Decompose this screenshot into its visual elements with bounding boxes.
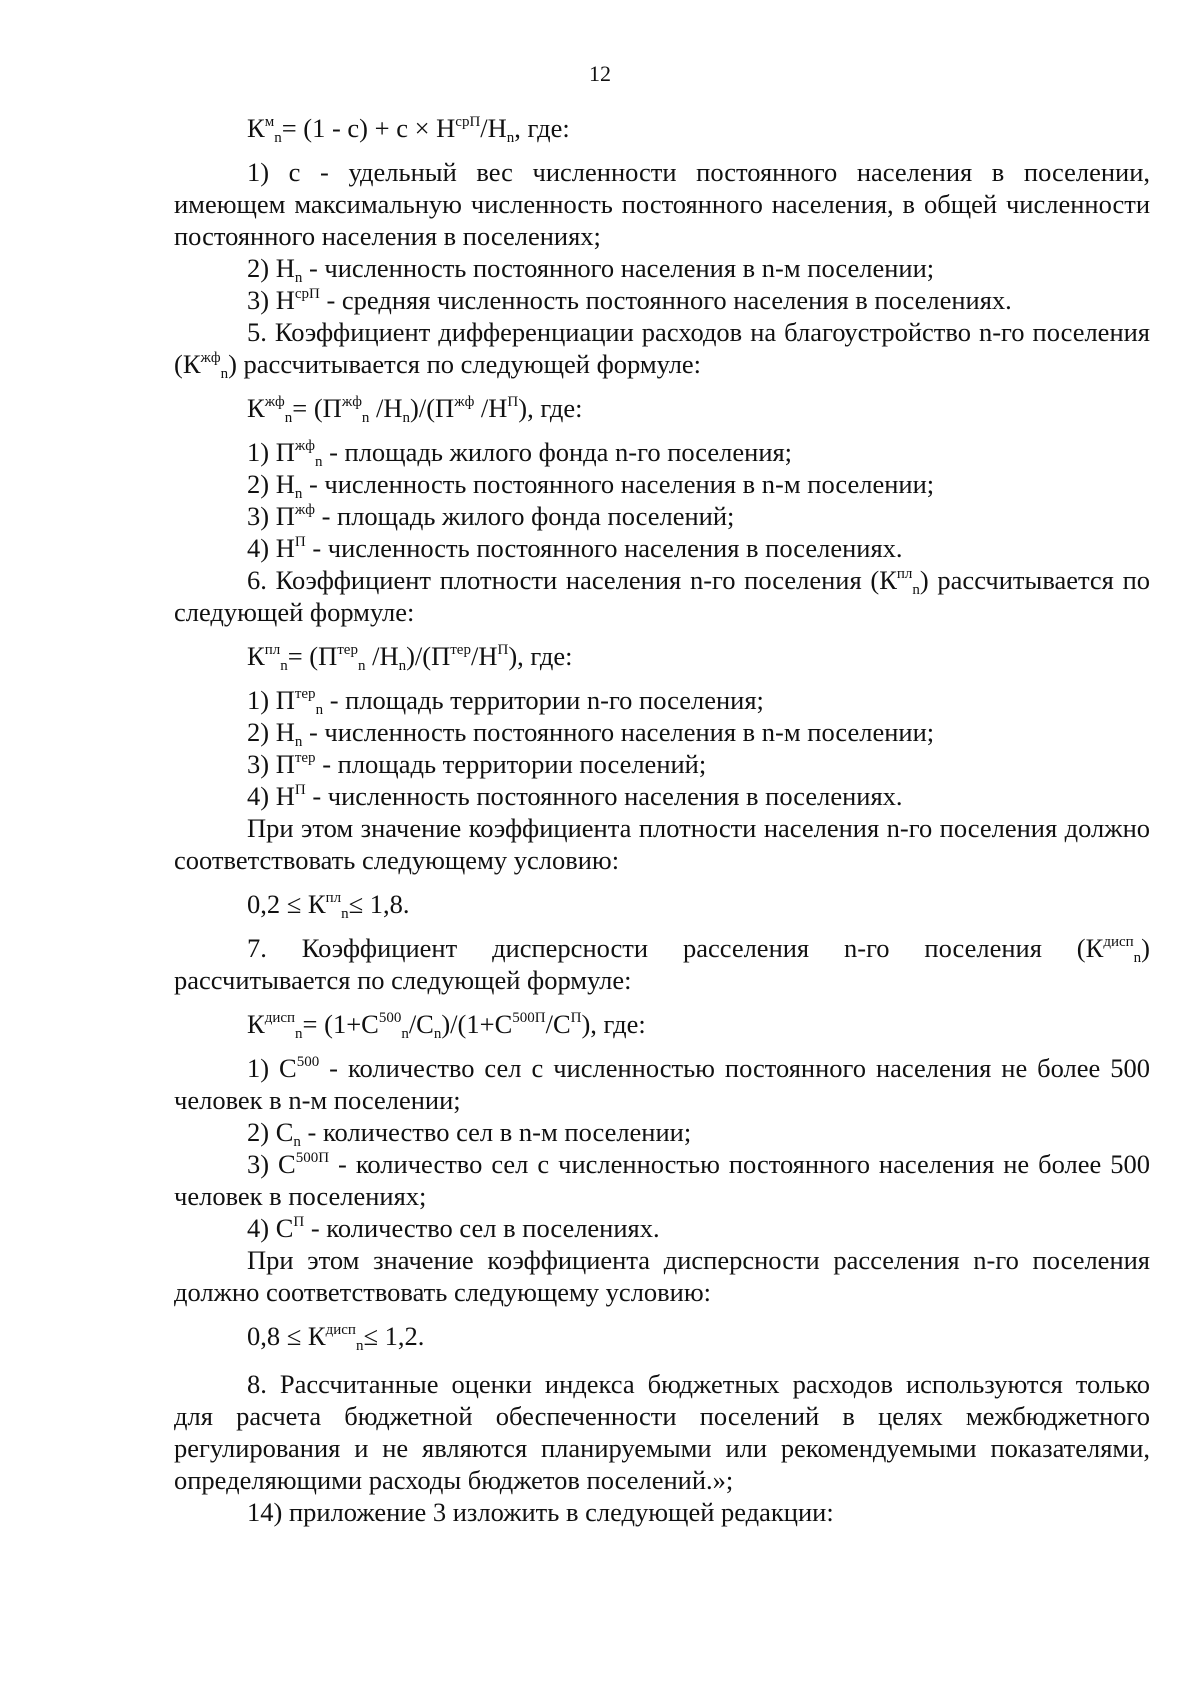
formula-kdisp: $К^{дисп}_n= (1+С^{500}_n/С_n)/(1+С^{500П}/С^П)$, где: — [247, 1009, 646, 1042]
definition-item: 2) $Н_n$ - численность постоянного населения в n-м поселении; — [247, 469, 935, 502]
definition-item: 1) $П^{тер}_n$ - площадь территории n-го поселения; — [247, 685, 764, 718]
definition-item: 4) $С^П$ - количество сел в поселениях. — [247, 1213, 660, 1243]
definition-item: 3) $П^{тер}$ - площадь территории поселений; — [247, 749, 707, 779]
section-8-paragraph: 8. Рассчитанные оценки индекса бюджетных расходов используются только для расчета бюджетной обеспеченности поселений в целях межбюджетного регулирования и не являются планируемыми или рекомендуемыми показателями, определяющими расходы бюджетов поселений.»; — [174, 1369, 1150, 1495]
page-number: 12 — [589, 61, 611, 86]
definition-item: 2) $Н_n$ - численность постоянного населения в n-м поселении; — [247, 253, 935, 286]
formula-condition-kpl: $0,2 \le К^{пл}_n\le 1,8$. — [247, 889, 410, 922]
definition-item: 3) $П^{жф}$ - площадь жилого фонда поселений; — [247, 501, 735, 531]
formula-kpl: $К^{пл}_n= (П^{тер}_n$ $/Н_n)/(П^{тер}/Н^П)$, где: — [247, 641, 573, 674]
definition-item: 1) с - удельный вес численности постоянного населения в поселении, имеющем максимальную численность постоянного населения, в общей численности постоянного населения в поселениях; — [174, 157, 1150, 251]
definition-item: 3) $Н^{срП}$ - средняя численность постоянного населения в поселениях. — [247, 285, 1012, 315]
definition-item: 4) $Н^П$ - численность постоянного населения в поселениях. — [247, 533, 903, 563]
page-body — [174, 112, 1150, 1528]
section-6-paragraph: 6. Коэффициент плотности населения n-го поселения $(К^{пл}_n)$ рассчитывается по следующей формуле: — [174, 565, 1151, 627]
section-5-paragraph: 5. Коэффициент дифференциации расходов на благоустройство n-го поселения $(К^{жф}_n)$ рассчитывается по следующей формуле: — [174, 317, 1150, 382]
definition-item: 1) $П^{жф}_n$ - площадь жилого фонда n-го поселения; — [247, 437, 793, 470]
definition-item: 1) $С^{500}$ - количество сел с численностью постоянного населения не более 500 человек в n-м поселении; — [174, 1053, 1151, 1115]
definition-item: 4) $Н^П$ - численность постоянного населения в поселениях. — [247, 781, 903, 811]
amendment-item-14: 14) приложение 3 изложить в следующей редакции: — [247, 1497, 834, 1527]
definition-item: 2) $Н_n$ - численность постоянного населения в n-м поселении; — [247, 717, 935, 750]
condition-paragraph: При этом значение коэффициента плотности населения n-го поселения должно соответствовать следующему условию: — [174, 813, 1150, 875]
formula-condition-kdisp: $0,8 \le К^{дисп}_n\le 1,2$. — [247, 1321, 425, 1354]
condition-paragraph: При этом значение коэффициента дисперсности расселения n-го поселения должно соответствовать следующему условию: — [174, 1245, 1150, 1307]
definition-item: 2) $С_n$ - количество сел в n-м поселении; — [247, 1117, 692, 1150]
formula-kzhf: $К^{жф}_n= (П^{жф}_n$ $/Н_n)/(П^{жф}$ $/Н^П$), где: — [247, 393, 583, 426]
formula-km: $К^м_n= (1 - с) + с \times Н^{срП}/Н_n$, где: — [247, 113, 570, 146]
section-7-paragraph: 7. Коэффициент дисперсности расселения n-го поселения $(К^{дисп}_n)$ рассчитывается по следующей формуле: — [174, 933, 1150, 995]
definition-item: 3) $С^{500П}$ - количество сел с численностью постоянного населения не более 500 человек в поселениях; — [174, 1149, 1151, 1211]
